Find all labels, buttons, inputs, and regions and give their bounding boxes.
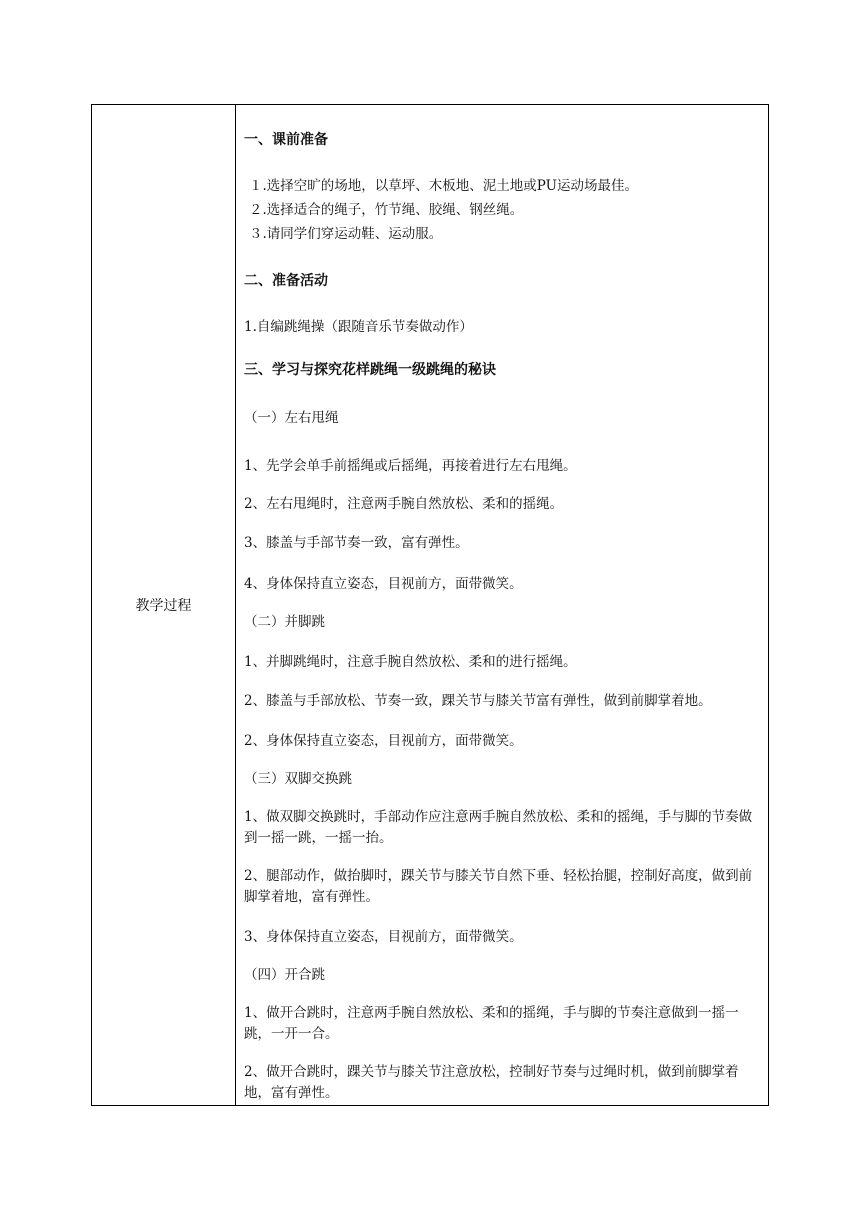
- list-item: 1、做双脚交换跳时，手部动作应注意两手腕自然放松、柔和的摇绳，手与脚的节奏做到一摇一跳，一摇一抬。: [244, 809, 753, 846]
- list-item: ３.请同学们穿运动鞋、运动服。: [249, 226, 443, 242]
- list-item: 3、膝盖与手部节奏一致，富有弹性。: [244, 535, 469, 551]
- subsection-heading: （一）左右甩绳: [244, 410, 339, 426]
- row-label: 教学过程: [135, 598, 192, 614]
- list-item: 2、膝盖与手部放松、节奏一致，踝关节与膝关节富有弹性，做到前脚掌着地。: [244, 693, 712, 709]
- list-item: 2、做开合跳时，踝关节与膝关节注意放松，控制好节奏与过绳时机，做到前脚掌着地，富有弹性。: [244, 1064, 739, 1101]
- list-item: 2、身体保持直立姿态，目视前方，面带微笑。: [244, 733, 523, 749]
- list-item: 1、做开合跳时，注意两手腕自然放松、柔和的摇绳，手与脚的节奏注意做到一摇一跳，一开一合。: [244, 1005, 739, 1042]
- section-heading-learn: 三、学习与探究花样跳绳一级跳绳的秘诀: [244, 362, 496, 378]
- section-heading-warmup: 二、准备活动: [244, 273, 328, 289]
- list-item: 3、身体保持直立姿态，目视前方，面带微笑。: [244, 929, 523, 945]
- list-item: １.选择空旷的场地，以草坪、木板地、泥土地或PU运动场最佳。: [249, 178, 639, 194]
- content-area: [236, 105, 768, 1105]
- list-item: 1、先学会单手前摇绳或后摇绳，再接着进行左右甩绳。: [244, 458, 577, 474]
- subsection-heading: （三）双脚交换跳: [244, 771, 352, 787]
- row-label-cell: [92, 105, 236, 1106]
- lesson-plan-table: [91, 104, 769, 1106]
- list-item: 1、并脚跳绳时，注意手腕自然放松、柔和的进行摇绳。: [244, 654, 577, 670]
- table-row: [92, 105, 769, 1106]
- list-item: ２.选择适合的绳子，竹节绳、胶绳、钢丝绳。: [249, 202, 524, 218]
- section-heading-prep: 一、课前准备: [244, 132, 328, 148]
- subsection-heading: （四）开合跳: [244, 967, 325, 983]
- subsection-heading: （二）并脚跳: [244, 614, 325, 630]
- list-item: 1.自编跳绳操（跟随音乐节奏做动作）: [244, 319, 473, 335]
- list-item: 4、身体保持直立姿态，目视前方，面带微笑。: [244, 576, 523, 592]
- list-item: 2、腿部动作，做抬脚时，踝关节与膝关节自然下垂、轻松抬腿，控制好高度，做到前脚掌着地，富有弹性。: [244, 868, 753, 905]
- list-item: 2、左右甩绳时，注意两手腕自然放松、柔和的摇绳。: [244, 496, 564, 512]
- content-cell: [236, 105, 769, 1106]
